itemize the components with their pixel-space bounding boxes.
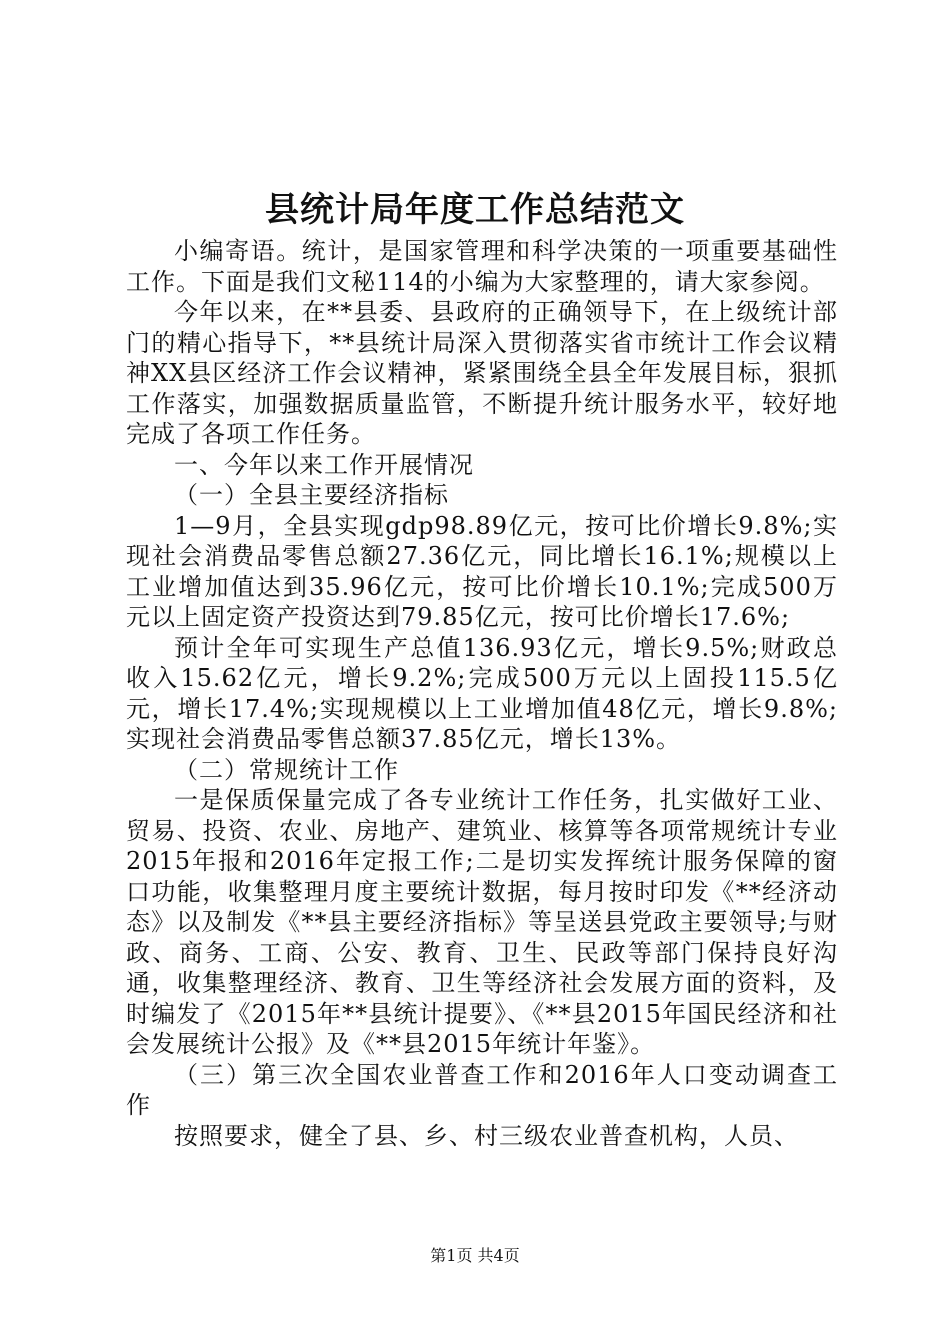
overview-paragraph: 今年以来，在**县委、县政府的正确领导下，在上级统计部门的精心指导下，**县统计局深入贯彻落实省市统计工作会议精神XX县区经济工作会议精神，紧紧围绕全县全年发展目标，狠抓工作落实，加强数据质量监管，不断提升统计服务水平，较好地完成了各项工作任务。	[126, 298, 838, 448]
page-footer: 第1页 共4页	[430, 1246, 520, 1265]
indicators-paragraph-jan-sep: 1—9月，全县实现gdp98.89亿元，按可比价增长9.8%;实现社会消费品零售总额27.36亿元，同比增长16.1%;规模以上工业增加值达到35.96亿元，按可比价增长10.1%;完成500万元以上固定资产投资达到79.85亿元，按可比价增长17.6%;	[126, 511, 838, 631]
routine-statistics-paragraph: 一是保质保量完成了各专业统计工作任务，扎实做好工业、贸易、投资、农业、房地产、建筑业、核算等各项常规统计专业2015年报和2016年定报工作;二是切实发挥统计服务保障的窗口功能，收集整理月度主要统计数据，每月按时印发《**经济动态》以及制发《**县主要经济指标》等呈送县党政主要领导;与财政、商务、工商、公安、教育、卫生、民政等部门保持良好沟通，收集整理经济、教育、卫生等经济社会发展方面的资料，及时编发了《2015年**县统计提要》、《**县2015年国民经济和社会发展统计公报》及《**县2015年统计年鉴》。	[126, 786, 838, 1058]
intro-paragraph: 小编寄语。统计，是国家管理和科学决策的一项重要基础性工作。下面是我们文秘114的小编为大家整理的，请大家参阅。	[126, 237, 838, 296]
subsection-heading-economic-indicators: （一）全县主要经济指标	[174, 481, 449, 509]
document-body	[126, 236, 838, 1151]
census-paragraph: 按照要求，健全了县、乡、村三级农业普查机构，人员、	[174, 1121, 799, 1150]
section-heading-work-progress: 一、今年以来工作开展情况	[174, 450, 474, 479]
indicators-paragraph-full-year-forecast: 预计全年可实现生产总值136.93亿元，增长9.5%;财政总收入15.62亿元，增长9.2%;完成500万元以上固投115.5亿元，增长17.4%;实现规模以上工业增加值48亿元，增长9.8%;实现社会消费品零售总额37.85亿元，增长13%。	[126, 633, 838, 753]
subsection-heading-census-survey: （三）第三次全国农业普查工作和2016年人口变动调查工作	[126, 1060, 838, 1119]
document-title: 县统计局年度工作总结范文	[265, 190, 685, 230]
subsection-heading-routine-statistics: （二）常规统计工作	[174, 755, 399, 784]
